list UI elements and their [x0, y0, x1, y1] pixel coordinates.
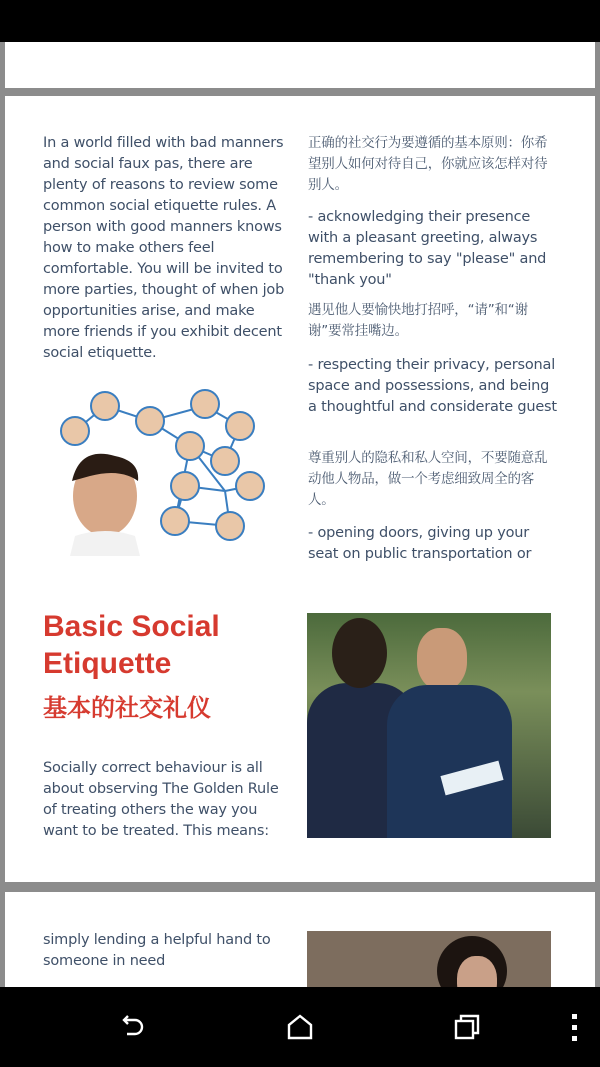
point-doors: - opening doors, giving up your seat on public transportation or: [308, 525, 532, 562]
page-previous: [5, 42, 595, 88]
page-next: [5, 892, 595, 992]
back-button[interactable]: [113, 1009, 153, 1045]
helpful-hand-text: simply lending a helpful hand to someone in need: [43, 932, 271, 969]
point-greeting: - acknowledging their presence with a pleasant greeting, always remembering to say "please" and "thank you": [308, 209, 547, 288]
page-current: [5, 96, 595, 882]
point-greeting-zh: 遇见他人要愉快地打招呼，“请”和“谢谢”要常挂嘴边。: [308, 302, 528, 339]
point-privacy: - respecting their privacy, personal space and possessions, and being a thoughtful and considerate guest: [308, 357, 557, 415]
recent-apps-button[interactable]: [447, 1009, 487, 1045]
woman-photo: [307, 931, 551, 991]
back-icon: [118, 1012, 148, 1042]
intro-paragraph: In a world filled with bad manners and social faux pas, there are plenty of reasons to review some common social etiquette rules. A person with good manners knows how to make others feel comfortable. You will be invited to more parties, thought of when job opportunities arise, and make more friends if you exhibit decent social etiquette.: [43, 135, 285, 361]
principle-zh: 正确的社交行为要遵循的基本原则：你希望别人如何对待自己，你就应该怎样对待别人。: [308, 135, 548, 193]
golden-rule-paragraph: Socially correct behaviour is all about observing The Golden Rule of treating others the way you want to be treated. This means:: [43, 760, 279, 839]
recent-apps-icon: [452, 1012, 482, 1042]
social-network-illustration: [50, 386, 280, 556]
section-heading-zh: 基本的社交礼仪: [43, 694, 211, 722]
home-icon: [285, 1012, 315, 1042]
home-button[interactable]: [280, 1009, 320, 1045]
section-heading: Basic Social Etiquette: [43, 610, 220, 680]
more-vertical-icon: [569, 1012, 581, 1042]
two-men-photo: [307, 613, 551, 838]
point-privacy-zh: 尊重别人的隐私和私人空间，不要随意乱动他人物品，做一个考虑细致周全的客人。: [308, 450, 548, 508]
status-bar: [0, 0, 600, 42]
navigation-bar: [0, 987, 600, 1067]
overflow-menu-button[interactable]: [555, 1009, 595, 1045]
